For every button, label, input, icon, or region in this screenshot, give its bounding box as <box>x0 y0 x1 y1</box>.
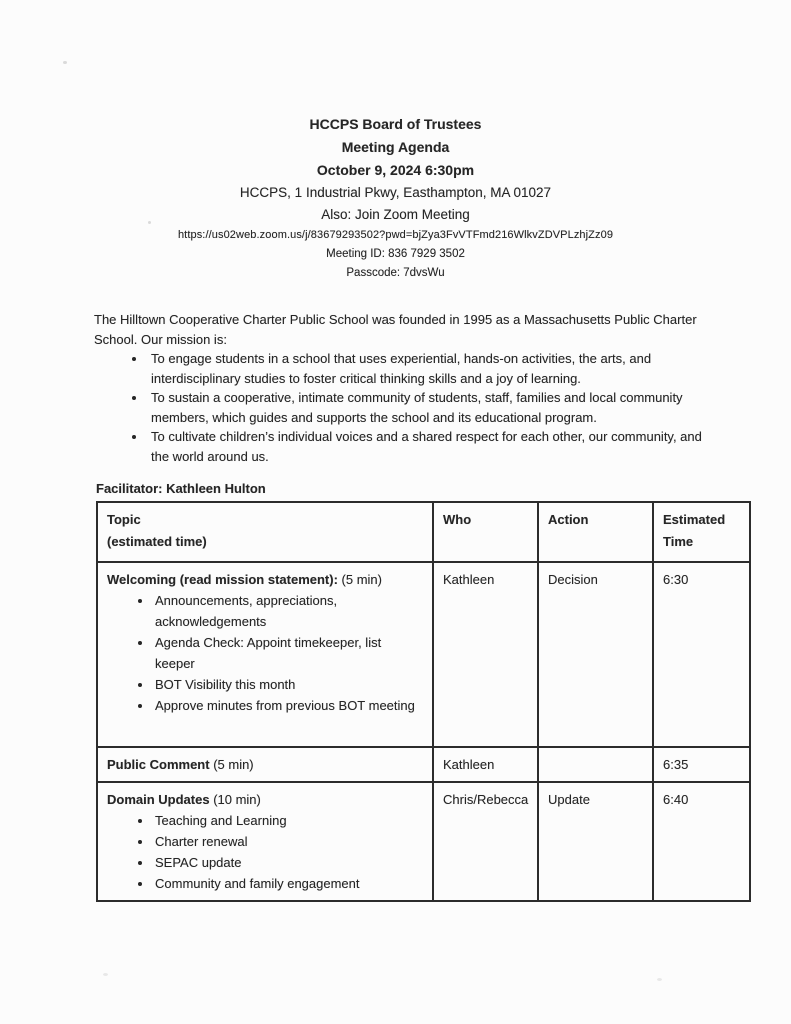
scan-speck <box>63 61 67 64</box>
topic-duration: (5 min) <box>209 757 254 772</box>
agenda-row-welcoming <box>97 562 750 747</box>
topic-title: Public Comment <box>107 757 210 772</box>
topic-bullet: • Charter renewal <box>153 831 424 852</box>
agenda-row-public-comment <box>97 747 750 782</box>
mission-section <box>94 310 706 466</box>
zoom-passcode: Passcode: 7dvsWu <box>346 266 445 279</box>
intro-paragraph: The Hilltown Cooperative Charter Public School was founded in 1995 as a Massachusetts Public Charter School. Our mission is: <box>94 312 697 347</box>
agenda-table <box>96 501 751 902</box>
scan-speck <box>103 973 108 976</box>
column-header-topic-line2: (estimated time) <box>107 534 207 549</box>
action-cell: Decision <box>538 562 653 747</box>
mission-list <box>94 349 706 466</box>
column-header-topic <box>97 502 433 562</box>
topic-bullet: • Teaching and Learning <box>153 810 424 831</box>
meeting-location: HCCPS, 1 Industrial Pkwy, Easthampton, MA 01027 <box>239 185 552 200</box>
topic-bullet: • Agenda Check: Appoint timekeeper, list keeper <box>153 632 424 674</box>
topic-bullet-list <box>107 810 424 894</box>
column-header-topic-line1: Topic <box>107 512 141 527</box>
agenda-header-row <box>97 502 750 562</box>
mission-item: • To sustain a cooperative, intimate community of students, staff, families and local community members, which guides and supports the school and its educational program. <box>147 388 706 427</box>
topic-title: Domain Updates <box>107 792 210 807</box>
topic-bullet: • Announcements, appreciations, acknowledgements <box>153 590 424 632</box>
topic-duration: (10 min) <box>209 792 261 807</box>
topic-bullet: • Approve minutes from previous BOT meeting <box>153 695 424 716</box>
topic-bullet: • BOT Visibility this month <box>153 674 424 695</box>
topic-bullet: • SEPAC update <box>153 852 424 873</box>
topic-title: Welcoming (read mission statement): <box>107 572 338 587</box>
zoom-meeting-url: https://us02web.zoom.us/j/83679293502?pwd=bjZya3FvVTFmd216WlkvZDVPLzhjZz09 <box>177 229 614 241</box>
who-cell: Kathleen <box>433 747 538 782</box>
doc-datetime: October 9, 2024 6:30pm <box>316 162 475 178</box>
column-header-time: Estimated Time <box>653 502 750 562</box>
column-header-action: Action <box>538 502 653 562</box>
doc-title: HCCPS Board of Trustees <box>309 116 482 132</box>
topic-cell <box>97 747 433 782</box>
who-cell: Chris/Rebecca <box>433 782 538 901</box>
scan-speck <box>148 221 151 224</box>
agenda-row-domain-updates <box>97 782 750 901</box>
action-cell: Update <box>538 782 653 901</box>
time-cell: 6:35 <box>653 747 750 782</box>
topic-cell <box>97 562 433 747</box>
column-header-who: Who <box>433 502 538 562</box>
scan-speck <box>657 978 662 981</box>
action-cell <box>538 747 653 782</box>
facilitator-line: Facilitator: Kathleen Hulton <box>96 481 266 496</box>
time-cell: 6:30 <box>653 562 750 747</box>
topic-bullet-list <box>107 590 424 716</box>
mission-item: • To cultivate children’s individual voices and a shared respect for each other, our community, and the world around us. <box>147 427 706 466</box>
topic-cell <box>97 782 433 901</box>
mission-item: • To engage students in a school that uses experiential, hands-on activities, the arts, and interdisciplinary studies to foster critical thinking skills and a joy of learning. <box>147 349 706 388</box>
document-header <box>0 0 791 282</box>
time-cell: 6:40 <box>653 782 750 901</box>
topic-bullet: • Community and family engagement <box>153 873 424 894</box>
doc-subtitle: Meeting Agenda <box>341 139 450 155</box>
zoom-meeting-id: Meeting ID: 836 7929 3502 <box>326 248 465 260</box>
topic-duration: (5 min) <box>337 572 382 587</box>
who-cell: Kathleen <box>433 562 538 747</box>
zoom-join-label: Also: Join Zoom Meeting <box>321 207 470 222</box>
